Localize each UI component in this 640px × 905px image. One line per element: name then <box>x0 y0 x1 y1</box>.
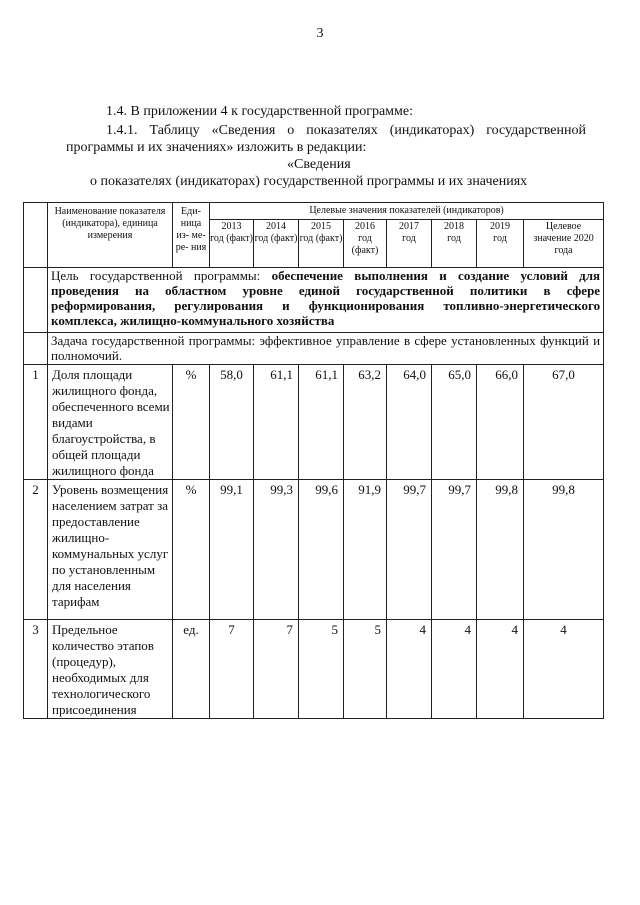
value-cell: 7 <box>210 620 254 719</box>
header-year: 2016 год (факт) <box>344 220 387 268</box>
header-year: 2018 год <box>432 220 477 268</box>
indicator-unit: % <box>173 365 210 480</box>
table-row <box>24 365 604 480</box>
indicator-unit: ед. <box>173 620 210 719</box>
value-cell: 4 <box>477 620 524 719</box>
value-cell: 4 <box>432 620 477 719</box>
goal-num-cell <box>24 268 48 333</box>
goal-row <box>24 268 604 333</box>
page-number: 3 <box>316 26 324 41</box>
table-title-line-2: о показателях (индикаторах) государственной программы и их значениях <box>90 174 528 189</box>
header-name: Наименование показателя (индикатора), единица измерения <box>48 203 173 268</box>
row-number: 1 <box>24 365 48 480</box>
header-row-1 <box>24 203 604 220</box>
header-num-cell <box>24 203 48 268</box>
value-cell: 99,7 <box>387 480 432 620</box>
header-year: 2015 год (факт) <box>299 220 344 268</box>
value-cell: 58,0 <box>210 365 254 480</box>
value-cell: 91,9 <box>344 480 387 620</box>
value-cell: 63,2 <box>344 365 387 480</box>
value-cell: 99,1 <box>210 480 254 620</box>
table-row <box>24 480 604 620</box>
task-num-cell <box>24 333 48 365</box>
value-cell: 66,0 <box>477 365 524 480</box>
value-cell: 99,7 <box>432 480 477 620</box>
indicator-name: Доля площади жилищного фонда, обеспеченного всеми видами благоустройства, в общей площади жилищного фонда <box>48 365 173 480</box>
row-number: 2 <box>24 480 48 620</box>
intro-line-1: 1.4. В приложении 4 к государственной программе: <box>106 104 413 119</box>
header-targets: Целевые значения показателей (индикаторов) <box>210 203 604 220</box>
value-cell: 64,0 <box>387 365 432 480</box>
value-cell: 4 <box>387 620 432 719</box>
indicator-unit: % <box>173 480 210 620</box>
value-cell: 99,6 <box>299 480 344 620</box>
header-target-2020: Целевое значение 2020 года <box>524 220 604 268</box>
indicator-name: Предельное количество этапов (процедур), необходимых для технологического присоединения <box>48 620 173 719</box>
header-year: 2017 год <box>387 220 432 268</box>
value-cell: 5 <box>299 620 344 719</box>
header-year: 2014 год (факт) <box>254 220 299 268</box>
task-row <box>24 333 604 365</box>
table-title-line-1: «Сведения <box>287 157 351 172</box>
row-number: 3 <box>24 620 48 719</box>
indicators-table <box>23 202 604 719</box>
value-cell: 61,1 <box>254 365 299 480</box>
intro-line-2: 1.4.1. Таблицу «Сведения о показателях (индикаторах) государственной <box>106 123 586 138</box>
indicator-name: Уровень возмещения населением затрат за предоставление жилищно-коммунальных услуг по установленным для населения тарифам <box>48 480 173 620</box>
program-goal: Цель государственной программы: обеспечение выполнения и создание условий для проведения на областном уровне единой государственной политики в сфере реформирования, регулирования и функционирования топливно-энергетического комплекса, жилищно-коммунального хозяйства <box>48 268 604 333</box>
header-unit: Еди- ница из- ме- ре- ния <box>173 203 210 268</box>
value-cell: 99,8 <box>477 480 524 620</box>
value-cell: 65,0 <box>432 365 477 480</box>
value-cell: 99,8 <box>524 480 604 620</box>
header-year: 2013 год (факт) <box>210 220 254 268</box>
intro-line-3: программы и их значениях» изложить в редакции: <box>66 140 367 155</box>
value-cell: 99,3 <box>254 480 299 620</box>
value-cell: 61,1 <box>299 365 344 480</box>
value-cell: 5 <box>344 620 387 719</box>
header-year: 2019 год <box>477 220 524 268</box>
value-cell: 7 <box>254 620 299 719</box>
program-task: Задача государственной программы: эффективное управление в сфере установленных функций и полномочий. <box>48 333 604 365</box>
table-row <box>24 620 604 719</box>
value-cell: 67,0 <box>524 365 604 480</box>
value-cell: 4 <box>524 620 604 719</box>
